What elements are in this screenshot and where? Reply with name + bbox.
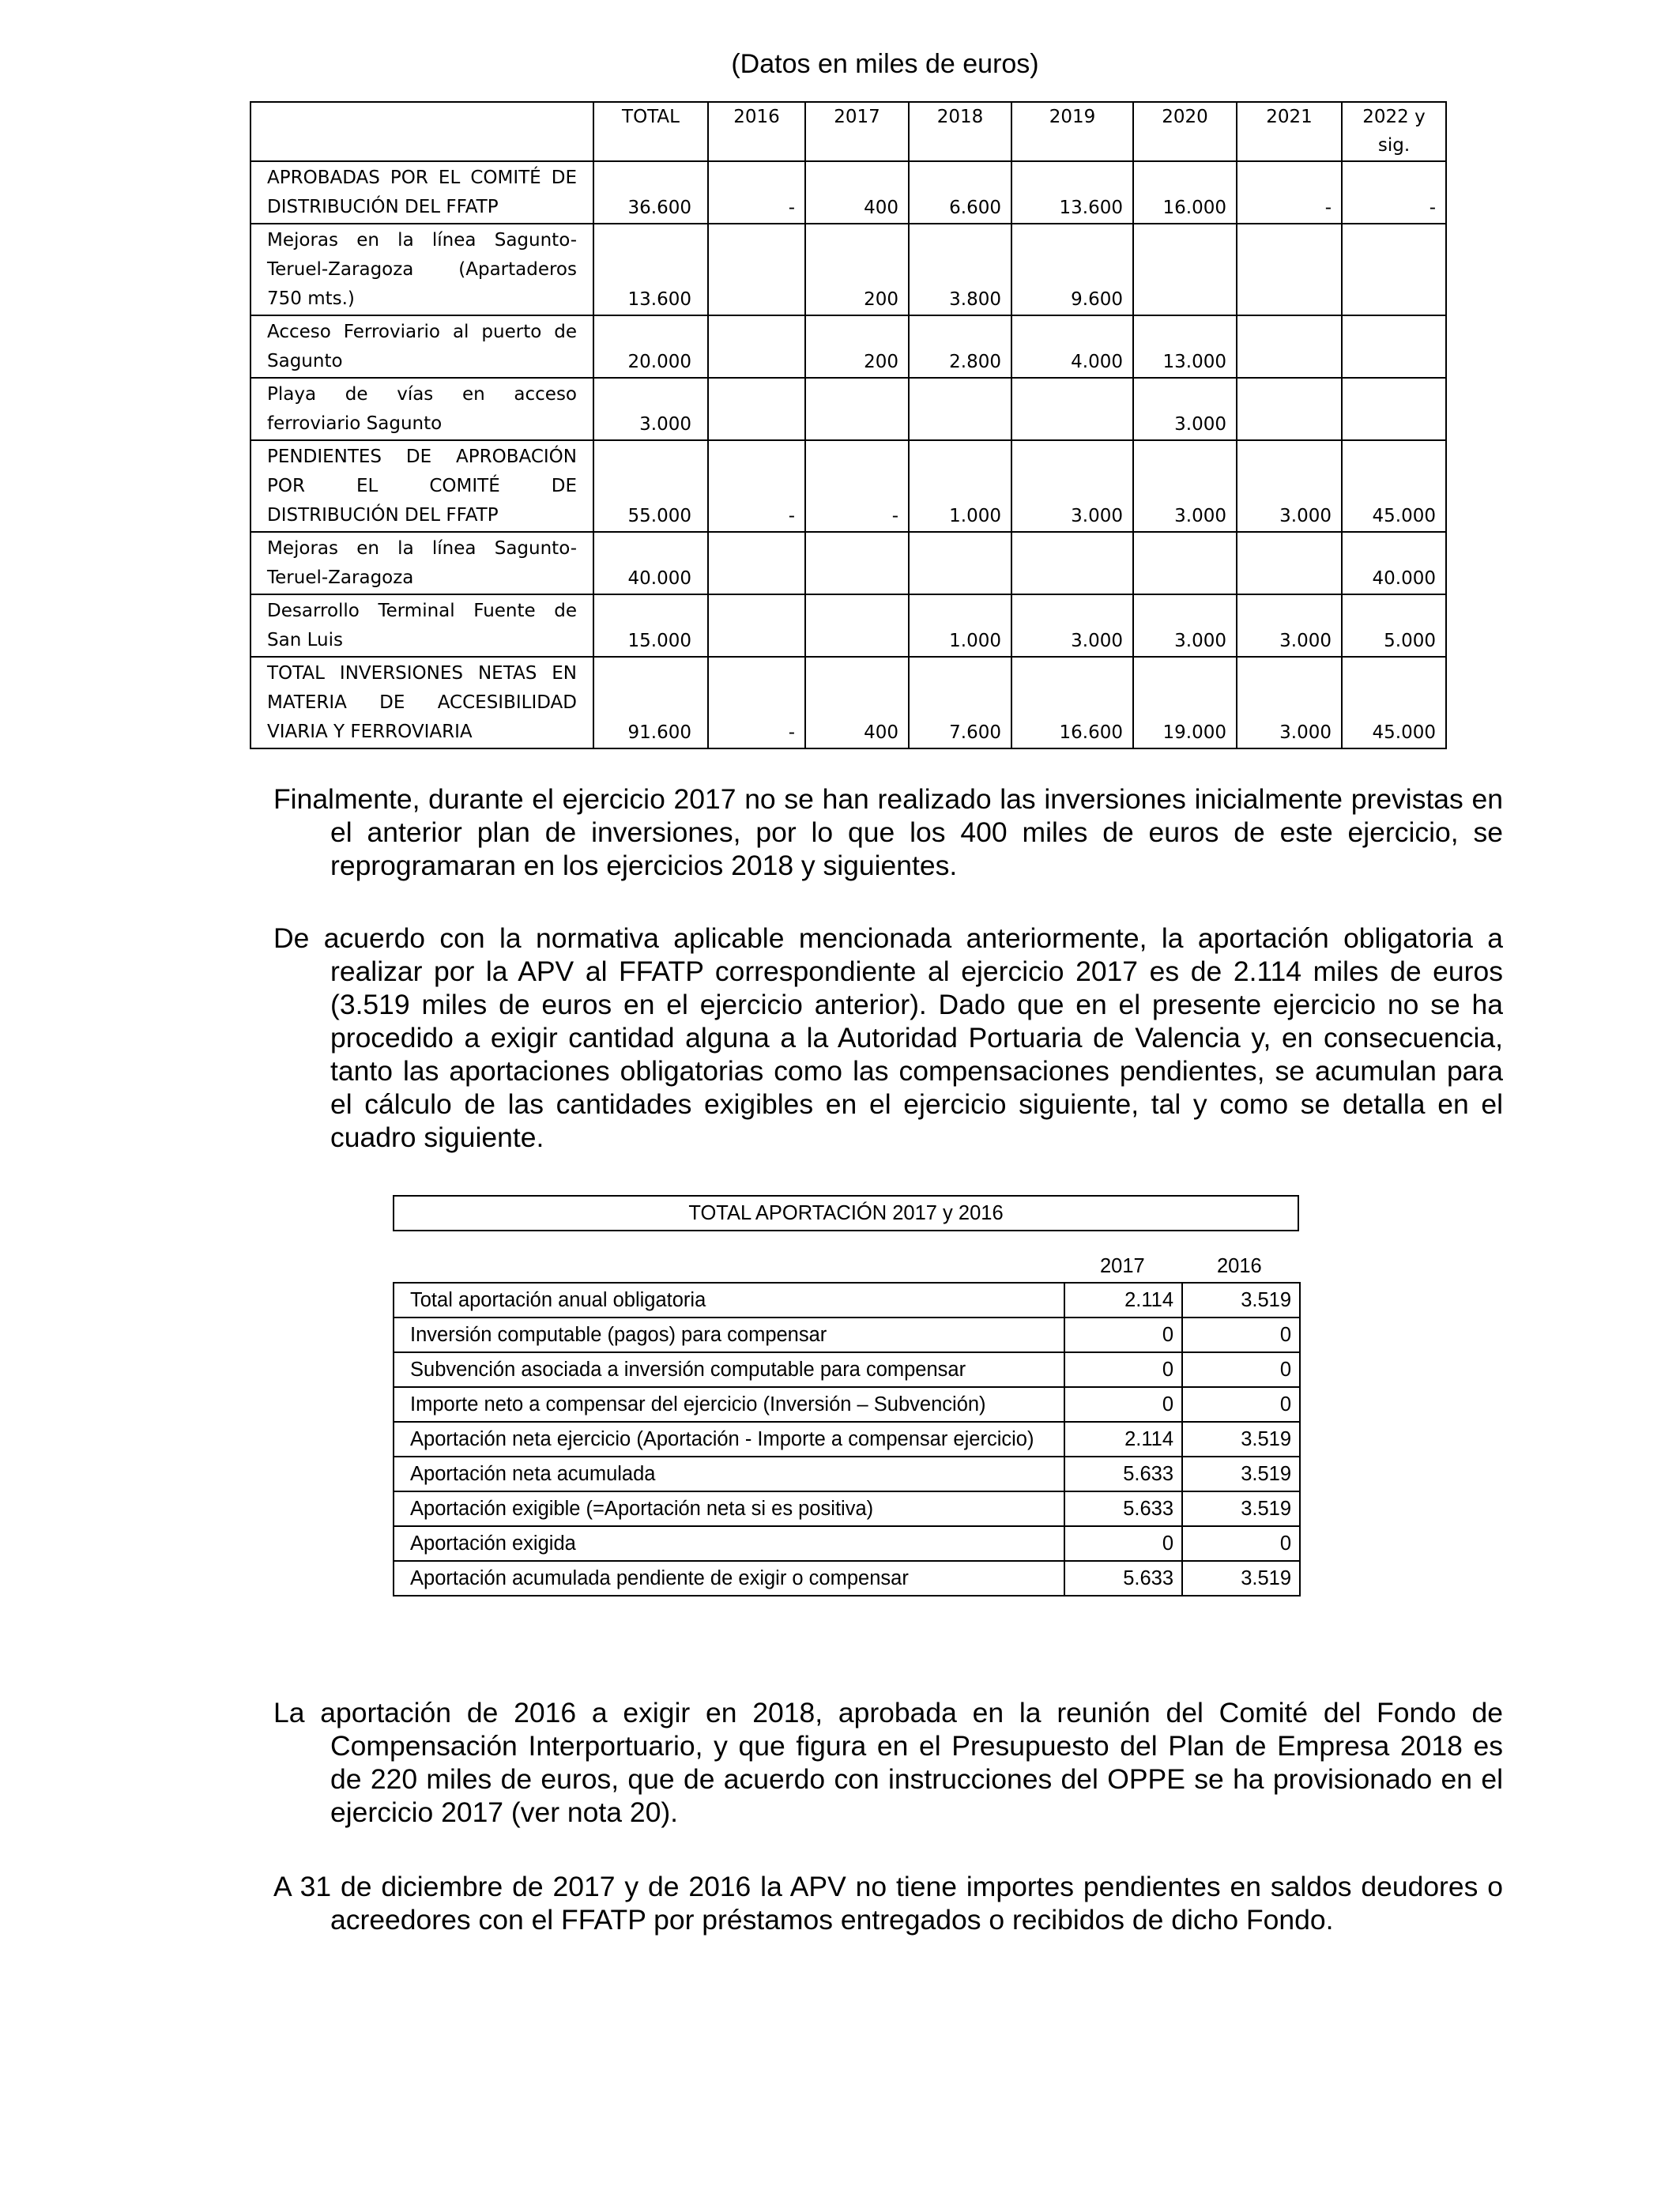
- investment-row-label: Desarrollo Terminal Fuente de San Luis: [250, 594, 593, 657]
- investment-cell: [805, 378, 909, 440]
- investment-cell: 3.000: [1133, 594, 1237, 657]
- paragraph-2-text: De acuerdo con la normativa aplicable mencionada anteriormente, la aportación obligatoria a realizar por la APV al FFATP correspondiente al ejercicio 2017 es de 2.114 miles de euros (3.519 miles de euros en el ejercicio anterior). Dado que en el presente ejercicio no se ha procedido a exigir cantidad alguna a la Autoridad Portuaria de Valencia y, en consecuencia, tanto las aportaciones obligatorias como las compensaciones pendientes, se acumulan para el cálculo de las cantidades exigibles en el ejercicio siguiente, tal y como se detalla en el cuadro siguiente.: [273, 922, 1503, 1153]
- investment-cell: 40.000: [1342, 532, 1446, 594]
- contribution-table-title: TOTAL APORTACIÓN 2017 y 2016: [393, 1195, 1299, 1231]
- paragraph-2: [273, 922, 1503, 1154]
- investment-cell: 13.600: [1011, 161, 1133, 224]
- contribution-row: [394, 1561, 1300, 1596]
- contribution-value-2016: 0: [1182, 1352, 1300, 1387]
- contribution-row: [394, 1526, 1300, 1561]
- contribution-value-2016: 3.519: [1182, 1457, 1300, 1491]
- contribution-row-label: Aportación exigible (=Aportación neta si es positiva): [394, 1491, 1064, 1526]
- investment-cell: [805, 532, 909, 594]
- contribution-row: [394, 1352, 1300, 1387]
- contribution-value-2017: 5.633: [1064, 1491, 1182, 1526]
- investment-row: [250, 315, 1446, 378]
- investment-table-body: [250, 161, 1446, 748]
- header-2020: 2020: [1133, 102, 1237, 161]
- investment-cell: 1.000: [909, 440, 1011, 532]
- contribution-value-2016: 3.519: [1182, 1283, 1300, 1318]
- investment-cell: [708, 224, 805, 315]
- investment-cell: 6.600: [909, 161, 1011, 224]
- investment-row-label: Mejoras en la línea Sagunto-Teruel-Zaragoza (Apartaderos 750 mts.): [250, 224, 593, 315]
- contribution-row-label: Aportación neta ejercicio (Aportación - Importe a compensar ejercicio): [394, 1422, 1064, 1457]
- investment-row-label: TOTAL INVERSIONES NETAS EN MATERIA DE ACCESIBILIDAD VIARIA Y FERROVIARIA: [250, 657, 593, 748]
- investment-cell: [1011, 378, 1133, 440]
- investment-cell: [1133, 224, 1237, 315]
- investment-cell: 45.000: [1342, 657, 1446, 748]
- investment-row: [250, 440, 1446, 532]
- investment-row: [250, 224, 1446, 315]
- investment-cell: [1011, 532, 1133, 594]
- investment-table: [250, 101, 1447, 749]
- header-2019: 2019: [1011, 102, 1133, 161]
- investment-header-row: [250, 102, 1446, 161]
- investment-cell: 16.600: [1011, 657, 1133, 748]
- header-2016: 2016: [708, 102, 805, 161]
- contribution-row: [394, 1283, 1300, 1318]
- investment-cell: 400: [805, 161, 909, 224]
- year-header-2017: 2017: [1100, 1255, 1145, 1277]
- investment-row-label: Playa de vías en acceso ferroviario Sagunto: [250, 378, 593, 440]
- investment-row-label: Mejoras en la línea Sagunto-Teruel-Zaragoza: [250, 532, 593, 594]
- contribution-row-label: Total aportación anual obligatoria: [394, 1283, 1064, 1318]
- contribution-value-2017: 0: [1064, 1526, 1182, 1561]
- investment-cell: 3.000: [593, 378, 708, 440]
- contribution-value-2017: 5.633: [1064, 1457, 1182, 1491]
- investment-cell: 3.000: [1237, 594, 1342, 657]
- investment-cell: 1.000: [909, 594, 1011, 657]
- investment-cell: 40.000: [593, 532, 708, 594]
- contribution-value-2016: 0: [1182, 1318, 1300, 1352]
- investment-row: [250, 161, 1446, 224]
- investment-cell: 2.800: [909, 315, 1011, 378]
- contribution-value-2016: 3.519: [1182, 1491, 1300, 1526]
- investment-row: [250, 532, 1446, 594]
- contribution-row-label: Inversión computable (pagos) para compensar: [394, 1318, 1064, 1352]
- investment-cell: 3.000: [1237, 440, 1342, 532]
- investment-cell: [909, 378, 1011, 440]
- investment-cell: 91.600: [593, 657, 708, 748]
- investment-cell: [708, 378, 805, 440]
- paragraph-1-text: Finalmente, durante el ejercicio 2017 no se han realizado las inversiones inicialmente previstas en el anterior plan de inversiones, por lo que los 400 miles de euros de este ejercicio, se reprogramaran en los ejercicios 2018 y siguientes.: [273, 783, 1503, 881]
- investment-cell: [1237, 315, 1342, 378]
- contribution-row: [394, 1422, 1300, 1457]
- investment-cell: 13.600: [593, 224, 708, 315]
- contribution-value-2017: 0: [1064, 1318, 1182, 1352]
- contribution-row-label: Aportación exigida: [394, 1526, 1064, 1561]
- investment-cell: 55.000: [593, 440, 708, 532]
- investment-cell: [1342, 224, 1446, 315]
- investment-cell: 5.000: [1342, 594, 1446, 657]
- investment-cell: 15.000: [593, 594, 708, 657]
- investment-cell: 13.000: [1133, 315, 1237, 378]
- investment-cell: 3.000: [1011, 440, 1133, 532]
- contribution-table-body: [394, 1283, 1300, 1596]
- paragraph-4: [273, 1870, 1503, 1936]
- contribution-value-2017: 0: [1064, 1387, 1182, 1422]
- paragraph-3: [273, 1696, 1503, 1829]
- investment-cell: -: [708, 657, 805, 748]
- contribution-row-label: Importe neto a compensar del ejercicio (Inversión – Subvención): [394, 1387, 1064, 1422]
- investment-cell: 3.000: [1011, 594, 1133, 657]
- investment-cell: [1342, 315, 1446, 378]
- header-2018: 2018: [909, 102, 1011, 161]
- investment-row: [250, 378, 1446, 440]
- investment-cell: [708, 594, 805, 657]
- investment-row-label: PENDIENTES DE APROBACIÓN POR EL COMITÉ DE DISTRIBUCIÓN DEL FFATP: [250, 440, 593, 532]
- header-label-cell: [250, 102, 593, 161]
- investment-cell: -: [1237, 161, 1342, 224]
- year-header-2016: 2016: [1217, 1255, 1262, 1277]
- table-caption: (Datos en miles de euros): [731, 49, 1039, 79]
- contribution-value-2016: 3.519: [1182, 1422, 1300, 1457]
- investment-cell: 200: [805, 224, 909, 315]
- contribution-row: [394, 1491, 1300, 1526]
- contribution-value-2016: 3.519: [1182, 1561, 1300, 1596]
- contribution-value-2017: 5.633: [1064, 1561, 1182, 1596]
- contribution-row-label: Aportación acumulada pendiente de exigir o compensar: [394, 1561, 1064, 1596]
- investment-cell: 7.600: [909, 657, 1011, 748]
- investment-cell: 4.000: [1011, 315, 1133, 378]
- investment-row-label: APROBADAS POR EL COMITÉ DE DISTRIBUCIÓN DEL FFATP: [250, 161, 593, 224]
- investment-cell: 19.000: [1133, 657, 1237, 748]
- investment-cell: [1342, 378, 1446, 440]
- contribution-row: [394, 1318, 1300, 1352]
- investment-cell: -: [708, 440, 805, 532]
- investment-cell: [1237, 532, 1342, 594]
- investment-row: [250, 657, 1446, 748]
- header-2017: 2017: [805, 102, 909, 161]
- contribution-value-2016: 0: [1182, 1526, 1300, 1561]
- contribution-row: [394, 1387, 1300, 1422]
- investment-cell: [909, 532, 1011, 594]
- investment-cell: -: [805, 440, 909, 532]
- contribution-value-2017: 2.114: [1064, 1283, 1182, 1318]
- investment-cell: [708, 315, 805, 378]
- investment-cell: 16.000: [1133, 161, 1237, 224]
- contribution-value-2017: 0: [1064, 1352, 1182, 1387]
- investment-cell: 3.000: [1133, 378, 1237, 440]
- contribution-row-label: Subvención asociada a inversión computable para compensar: [394, 1352, 1064, 1387]
- investment-row-label: Acceso Ferroviario al puerto de Sagunto: [250, 315, 593, 378]
- contribution-row-label: Aportación neta acumulada: [394, 1457, 1064, 1491]
- investment-cell: -: [1342, 161, 1446, 224]
- contribution-value-2017: 2.114: [1064, 1422, 1182, 1457]
- investment-cell: 9.600: [1011, 224, 1133, 315]
- paragraph-3-text: La aportación de 2016 a exigir en 2018, aprobada en la reunión del Comité del Fondo de Compensación Interportuario, y que figura en el Presupuesto del Plan de Empresa 2018 es de 220 miles de euros, que de acuerdo con instrucciones del OPPE se ha provisionado en el ejercicio 2017 (ver nota 20).: [273, 1697, 1503, 1828]
- investment-cell: 45.000: [1342, 440, 1446, 532]
- investment-cell: 400: [805, 657, 909, 748]
- header-2022-sig: 2022 y sig.: [1342, 102, 1446, 161]
- contribution-row: [394, 1457, 1300, 1491]
- contribution-table: [393, 1282, 1301, 1596]
- investment-cell: [1133, 532, 1237, 594]
- investment-cell: 200: [805, 315, 909, 378]
- investment-cell: 3.000: [1237, 657, 1342, 748]
- header-2021: 2021: [1237, 102, 1342, 161]
- header-total: TOTAL: [593, 102, 708, 161]
- paragraph-4-text: A 31 de diciembre de 2017 y de 2016 la APV no tiene importes pendientes en saldos deudores o acreedores con el FFATP por préstamos entregados o recibidos de dicho Fondo.: [273, 1871, 1503, 1936]
- paragraph-1: [273, 782, 1503, 882]
- investment-cell: 36.600: [593, 161, 708, 224]
- investment-cell: -: [708, 161, 805, 224]
- investment-cell: 3.800: [909, 224, 1011, 315]
- investment-cell: [708, 532, 805, 594]
- investment-cell: [1237, 378, 1342, 440]
- investment-cell: [805, 594, 909, 657]
- investment-cell: [1237, 224, 1342, 315]
- investment-row: [250, 594, 1446, 657]
- investment-cell: 20.000: [593, 315, 708, 378]
- contribution-value-2016: 0: [1182, 1387, 1300, 1422]
- investment-cell: 3.000: [1133, 440, 1237, 532]
